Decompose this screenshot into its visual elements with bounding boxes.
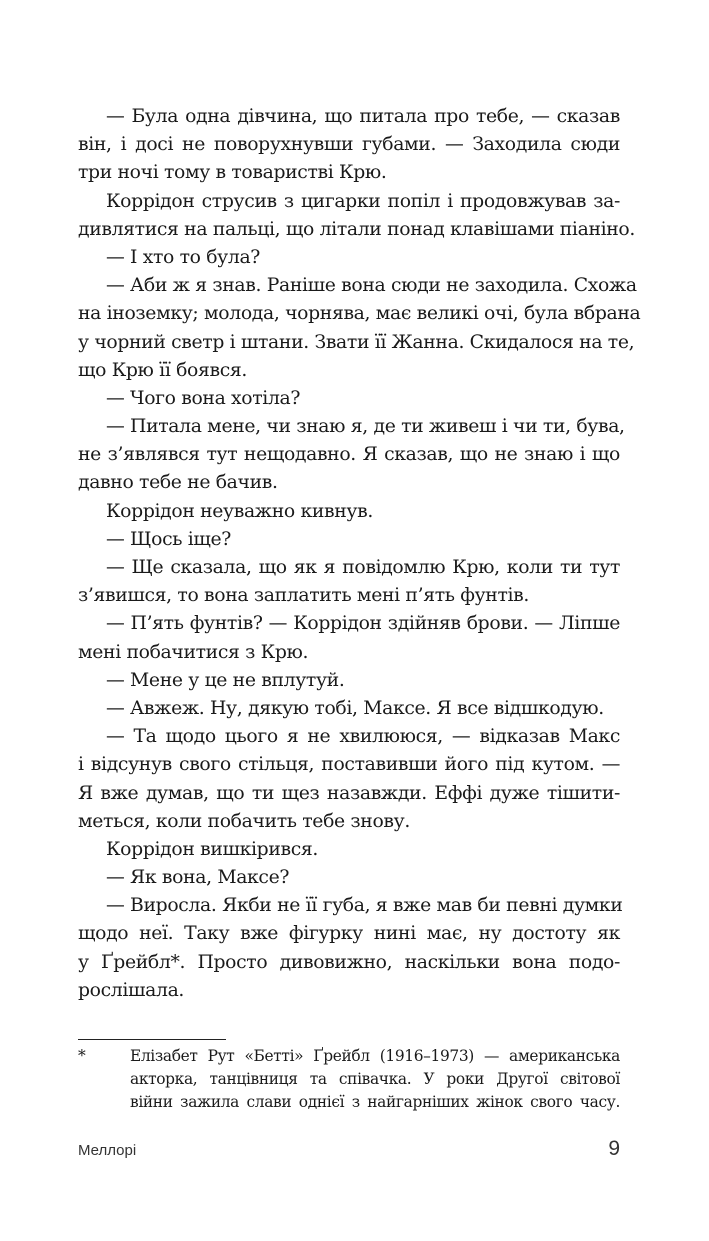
- text-line: — Щось іще?: [106, 528, 232, 550]
- text-line: — Була одна дівчина, що питала про тебе, — сказав: [106, 106, 620, 127]
- text-line: меться, коли побачить тебе знову.: [78, 810, 410, 832]
- text-line: у Ґрейбл*. Просто дивовижно, наскільки вона подо-: [78, 951, 620, 973]
- footnote-marker: *: [78, 1047, 86, 1065]
- footnote-text: [130, 1045, 620, 1114]
- text-line: Я вже думав, що ти щез назавжди. Еффі дуже тішити-: [78, 782, 620, 804]
- text-line: — І хто то була?: [106, 246, 261, 268]
- page-number: 9: [608, 1137, 620, 1160]
- text-line: — Як вона, Максе?: [106, 867, 290, 889]
- text-line: він, і досі не поворухнувши губами. — Заходила сюди: [78, 134, 620, 156]
- text-line: Коррідон струсив з цигарки попіл і продовжував за-: [106, 190, 620, 212]
- text-line: рослішала.: [78, 979, 185, 1001]
- text-line: — Питала мене, чи знаю я, де ти живеш і чи ти, бува,: [106, 416, 625, 438]
- text-line: — Виросла. Якби не її губа, я вже мав би певні думки: [106, 895, 623, 917]
- text-line: — Аби ж я знав. Раніше вона сюди не заходила. Схожа: [106, 275, 637, 297]
- text-line: з’явишся, то вона заплатить мені п’ять фунтів.: [78, 585, 529, 607]
- text-line: на іноземку; молода, чорнява, має великі очі, була вбрана: [78, 303, 641, 325]
- text-line: — Та щодо цього я не хвилююся, — відказав Макс: [106, 726, 620, 748]
- text-line: — Ще сказала, що як я повідомлю Крю, коли ти тут: [106, 557, 620, 578]
- text-line: — Чого вона хотіла?: [106, 387, 301, 409]
- running-title: Меллорі: [78, 1142, 137, 1159]
- text-line: дивлятися на пальці, що літали понад клавішами піаніно.: [78, 218, 636, 240]
- body-text: [78, 103, 641, 1005]
- text-line: — Мене у це не вплутуй.: [106, 669, 345, 691]
- footnote-line: акторка, танцівниця та співачка. У роки Другої світової: [130, 1070, 620, 1088]
- text-line: у чорний светр і штани. Звати її Жанна. Скидалося на те,: [78, 331, 635, 353]
- text-line: — П’ять фунтів? — Коррідон здійняв брови. — Ліпше: [106, 613, 620, 635]
- text-line: Коррідон вишкірився.: [106, 838, 319, 860]
- text-line: не з’являвся тут нещодавно. Я сказав, що не знаю і що: [78, 444, 620, 466]
- text-line: Коррідон неуважно кивнув.: [106, 500, 373, 522]
- text-line: три ночі тому в товаристві Крю.: [78, 162, 387, 184]
- text-line: — Авжеж. Ну, дякую тобі, Максе. Я все відшкодую.: [106, 697, 604, 719]
- text-line: мені побачитися з Крю.: [78, 641, 309, 663]
- text-line: що Крю її боявся.: [78, 359, 248, 381]
- footnote-line: Елізабет Рут «Бетті» Ґрейбл (1916–1973) — американська: [130, 1047, 620, 1065]
- footnote-divider: [78, 1039, 226, 1040]
- text-line: щодо неї. Таку вже фігурку нині має, ну достоту як: [78, 923, 620, 945]
- text-line: давно тебе не бачив.: [78, 472, 278, 494]
- footnote-line: війни зажила слави однієї з найгарніших жінок свого часу.: [130, 1093, 620, 1111]
- text-line: і відсунув свого стільця, поставивши його під кутом. —: [78, 754, 620, 776]
